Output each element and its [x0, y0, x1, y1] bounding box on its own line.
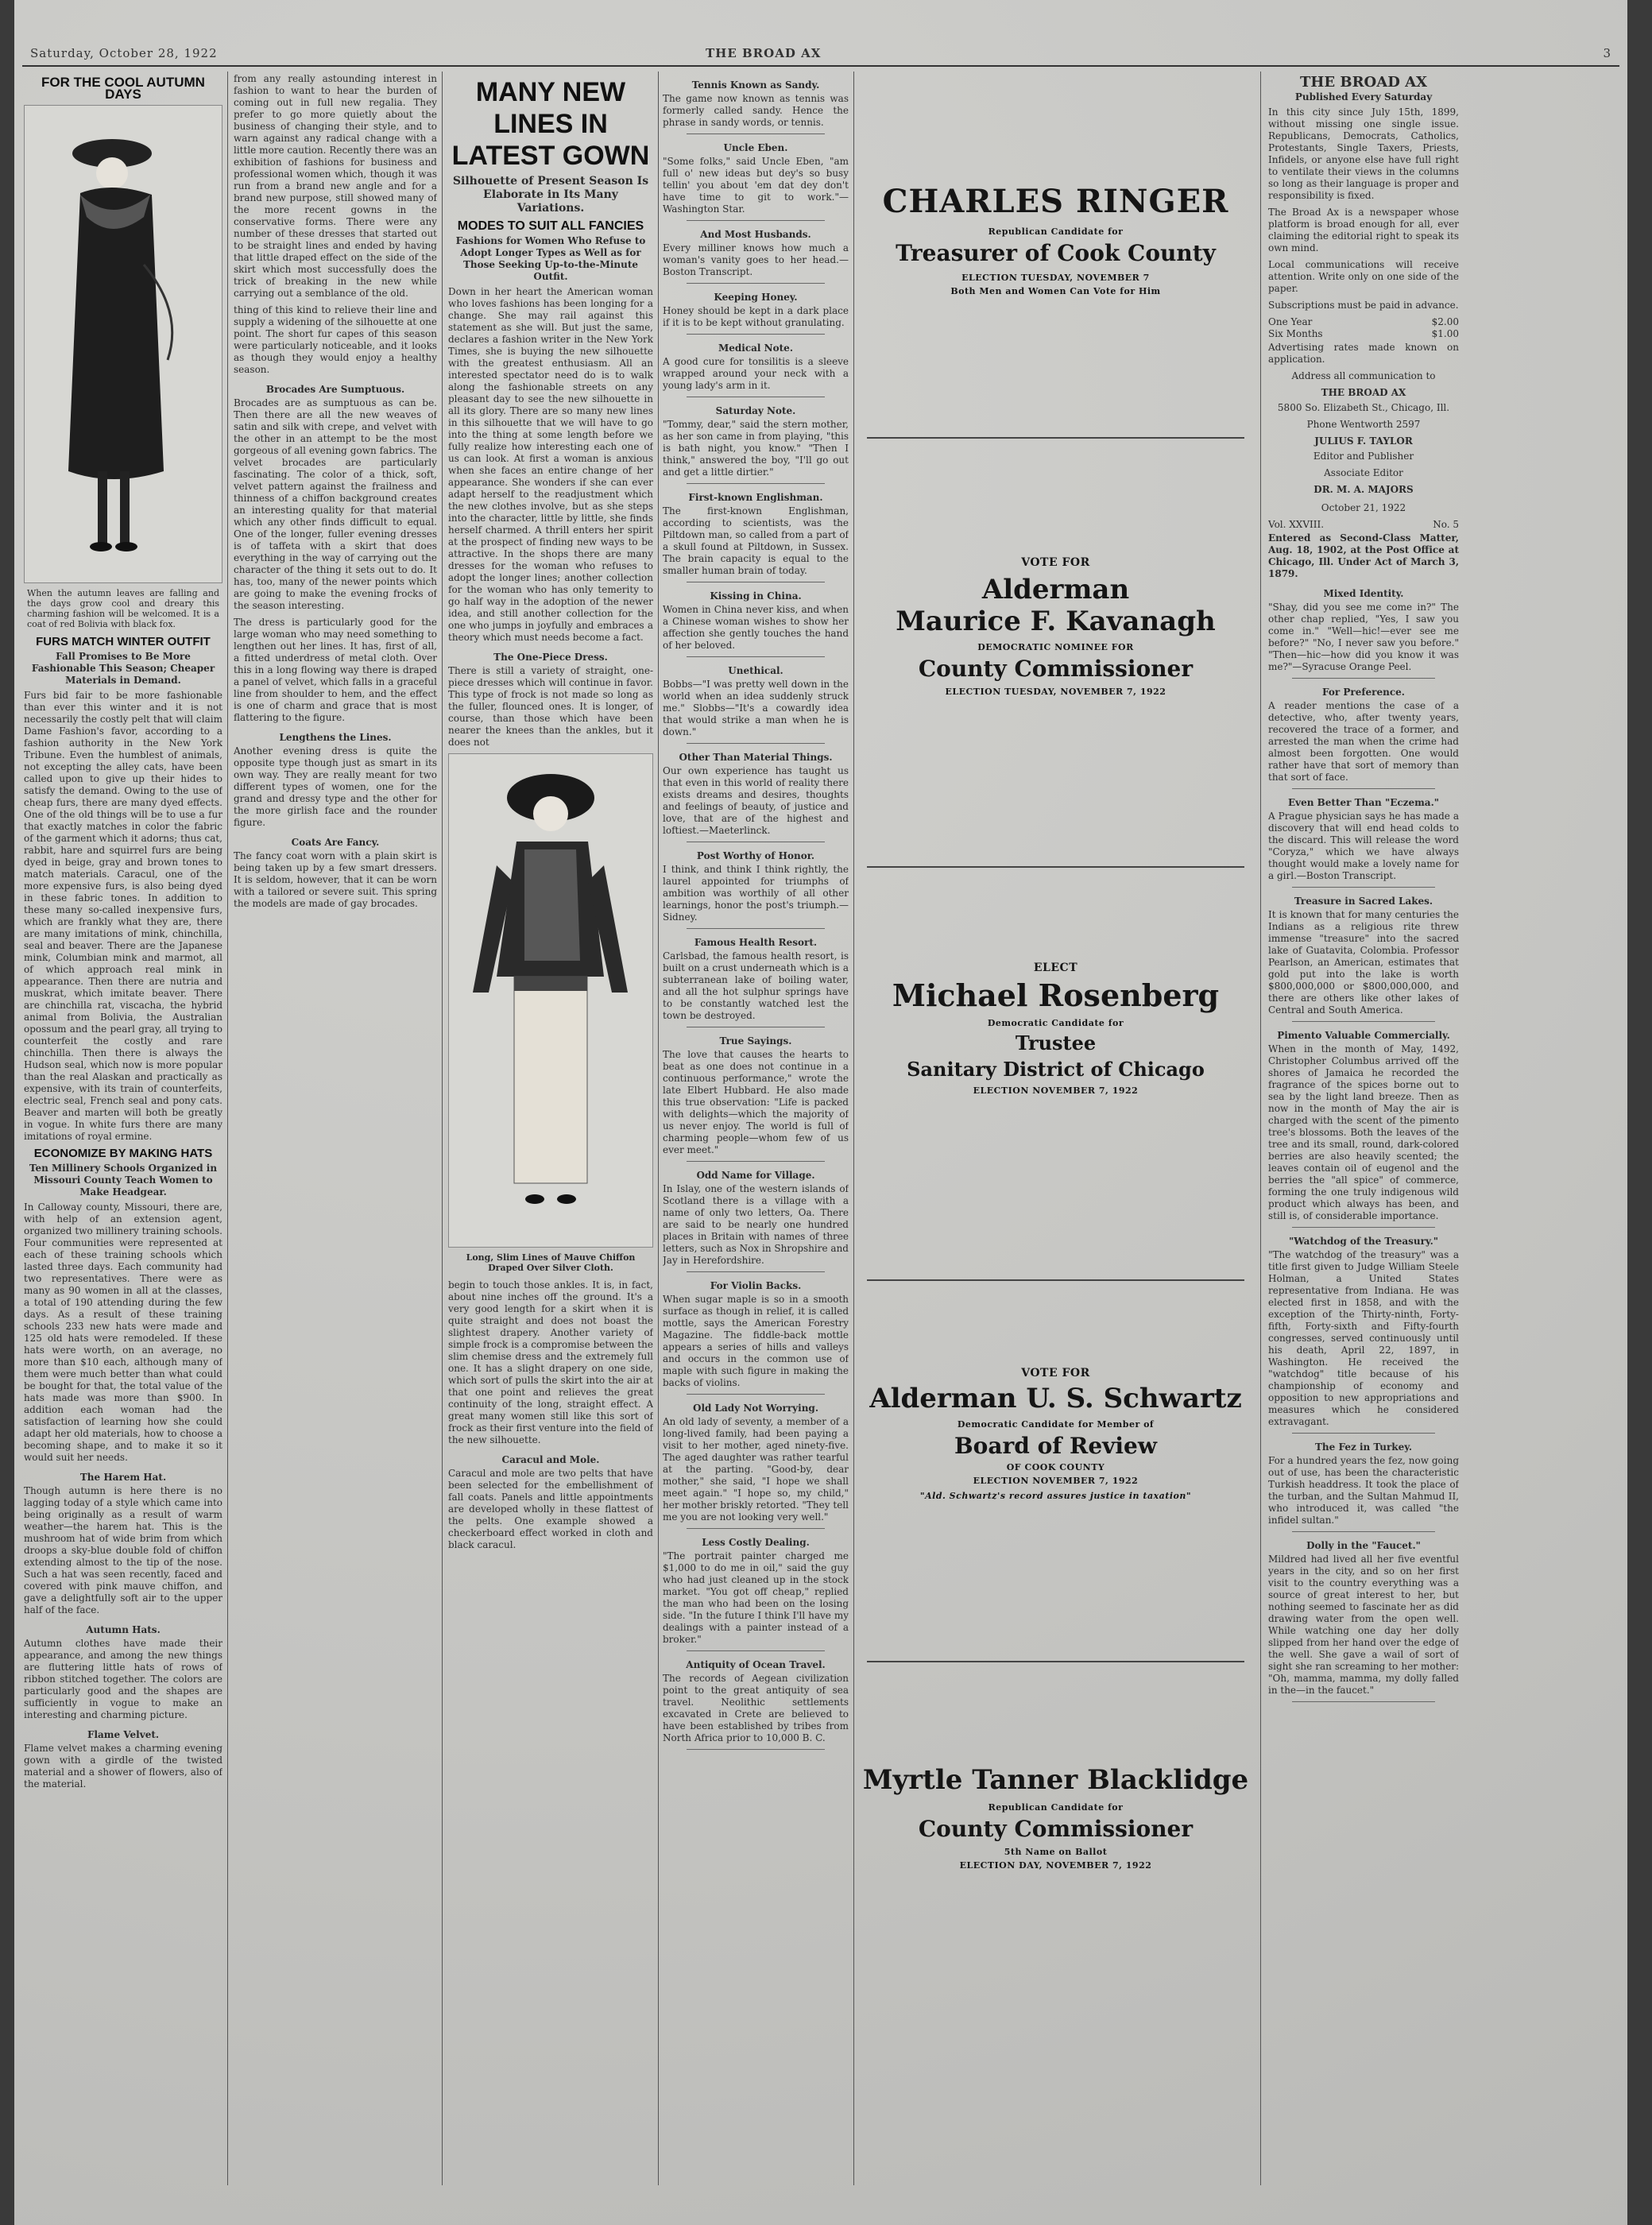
article-flame-velvet: Flame velvet makes a charming evening gown with a girdle of the twisted material and a shower of flowers, also of the material. [24, 1743, 222, 1790]
caption-slim-gown: Long, Slim Lines of Mauve Chiffon Draped Over Silver Cloth. [466, 1252, 636, 1273]
column-rule [658, 72, 659, 2185]
ad-kavanagh-title: Alderman [981, 574, 1130, 606]
item-text: It is known that for many centuries the Indians as a religious rite threw immense "treasure" into the sacred lake of Guatavita, Colombia. Professor Pearlson, an American, estimates that gold put into the lake is worth $800,000,000 or $800,000,000, and there are others like other lakes of Central and South America. [1268, 909, 1459, 1016]
column-rule [1260, 72, 1261, 2185]
ad-divider [867, 1279, 1244, 1281]
headline-hats: ECONOMIZE BY MAKING HATS [33, 1147, 213, 1160]
ad-ringer-line2: ELECTION TUESDAY, NOVEMBER 7 [961, 273, 1150, 283]
ad-rosenberg-office2: Sanitary District of Chicago [907, 1058, 1205, 1081]
ad-blacklidge-name: Myrtle Tanner Blacklidge [862, 1764, 1249, 1796]
item-text: "Shay, did you see me come in?" The other chap replied, "Yes, I saw you come in." "Well—hic!—ever see me before?" "No, I never saw you before." "Then—hic—how did you know it was me?"—Syracuse Orange Peel. [1268, 602, 1459, 672]
paper-title: THE BROAD AX [1299, 74, 1427, 91]
item-divider [1292, 1021, 1435, 1022]
item-text: Women in China never kiss, and when a Chinese woman wishes to show her affection she gently touches the hand of her beloved. [663, 604, 849, 651]
item-heading: Mixed Identity. [1323, 588, 1404, 599]
item-text: In Islay, one of the western islands of Scotland there is a village with a name of only two letters, Oa. There are said to be nearly one hundred places in Britain with names of three letters, such as Nox in Shropshire and Jay in Herefordshire. [663, 1183, 849, 1266]
item-heading: Uncle Eben. [723, 142, 788, 153]
phone: Phone Wentworth 2597 [1306, 419, 1421, 430]
ad-kavanagh-line1: DEMOCRATIC NOMINEE FOR [977, 642, 1134, 652]
gown-figure-image [449, 754, 652, 1247]
subhead-caracul: Caracul and Mole. [501, 1454, 600, 1465]
ad-schwartz-office: Board of Review [954, 1433, 1157, 1459]
ad-ringer-office: Treasurer of Cook County [896, 240, 1216, 266]
column-rule [227, 72, 228, 2185]
item-heading: "Watchdog of the Treasury." [1288, 1236, 1439, 1247]
column-rule [442, 72, 443, 2185]
subhead-hats: Ten Millinery Schools Organized in Missouri County Teach Women to Make Headgear. [29, 1163, 218, 1198]
item-heading: Medical Note. [718, 342, 793, 354]
item-heading: Odd Name for Village. [696, 1170, 815, 1181]
item-text: A good cure for tonsilitis is a sleeve wrapped around your neck with a young lady's arm in it. [663, 356, 849, 391]
published-line: Published Every Saturday [1294, 91, 1433, 103]
ad-ringer-line3: Both Men and Women Can Vote for Him [950, 286, 1161, 296]
item-divider [687, 1394, 825, 1395]
item-heading: Saturday Note. [715, 405, 796, 416]
item-text: The game now known as tennis was formerly called sandy. Hence the phrase in sandy words, or tennis. [663, 93, 849, 128]
caption-autumn-coat: When the autumn leaves are falling and the days grow cool and dreary this charming fashion will be welcomed. It is a coat of red Bolivia with black fox. [27, 588, 219, 629]
one-year-label: One Year [1268, 316, 1313, 327]
item-heading: Dolly in the "Faucet." [1306, 1540, 1421, 1551]
volume: Vol. XXVIII. [1268, 519, 1325, 530]
item-heading: Post Worthy of Honor. [696, 850, 815, 861]
item-divider [1292, 788, 1435, 789]
article-new-lines: Down in her heart the American woman who loves fashions has been longing for a change. She may rail against this statement as she will. But just the same, declares a fashion writer in the New York Times, she is buying the new silhouette with the greatest enthusiasm. All an interested spectator need do is to walk along the fashionable streets on any pleasant day to see the new silhouette in all its glory. There are so many new lines in this silhouette that we will have to go into the thing at some length before we fully realize how interesting each one of us can look. At first a woman is anxious when she faces an entire change of her appearance. She wonders if she can ever adapt herself to the readjustment which the new clothes involve, but as she steps into the character, little by little, she finds herself charmed. A thrill enters her spirit at the prospect of finding new ways to be attractive. In the shops there are many dresses for the woman who refuses to adopt the longer lines; another collection for the woman who has only temerity to go half way in the adoption of the newer idea, and still another collection for the one who jumps in joyfully and embraces a theory which must needs become a fact. [448, 286, 653, 643]
item-heading: Famous Health Resort. [694, 937, 818, 948]
item-text: "Some folks," said Uncle Eben, "am full o' new ideas but dey's so busy tellin' you about 'em dat dey don't have time to git to work."—Washington Star. [663, 156, 849, 215]
ad-rosenberg-top: ELECT [1033, 962, 1078, 974]
volume-number [1268, 519, 1459, 531]
ad-blacklidge-line1: Republican Candidate for [988, 1802, 1124, 1813]
ad-ringer-name: CHARLES RINGER [882, 183, 1229, 220]
article-continued-2: thing of this kind to relieve their line and supply a widening of the silhouette at one point. The short fur capes of this season were particularly noticeable, and it looks as though they would enjoy a healthy season. [234, 304, 437, 375]
issue-number: No. 5 [1433, 519, 1459, 530]
item-text: An old lady of seventy, a member of a long-lived family, had been paying a visit to her mother, aged ninety-five. The aged daughter was rather tearful at the parting. "Good-by, dear mother," she said, "I hope we shall meet again." "I hope so, my child," her mother briskly retorted. "They tell me you are not looking very well." [663, 1416, 849, 1523]
item-text: Honey should be kept in a dark place if it is to be kept without granulating. [663, 305, 849, 328]
headline-many-new-lines: MANY NEW LINES IN LATEST GOWN [451, 77, 650, 171]
address: 5800 So. Elizabeth St., Chicago, Ill. [1277, 402, 1450, 413]
item-text: The records of Aegean civilization point to the great antiquity of sea travel. Neolithic settlements excavated in Crete are believed to have been established by tribes from North Africa prior to 10,000 B. C. [663, 1673, 849, 1743]
headline-furs: FURS MATCH WINTER OUTFIT [36, 635, 211, 648]
one-year-price: $2.00 [1431, 316, 1459, 327]
item-text: "Tommy, dear," said the stern mother, as her son came in from playing, "this is bath night, you know." "Then I think," answered the boy, "I'll go out and get a little dirtier." [663, 419, 849, 478]
subhead-one-piece: The One-Piece Dress. [493, 652, 608, 663]
item-heading: Even Better Than "Eczema." [1287, 797, 1440, 808]
political-ads [855, 72, 1256, 2201]
ad-divider [867, 866, 1244, 868]
ad-ringer-line1: Republican Candidate for [988, 226, 1124, 237]
six-months-label: Six Months [1268, 328, 1323, 339]
item-heading: Kissing in China. [710, 590, 802, 602]
coat-figure-image [25, 106, 222, 582]
article-brocades: Brocades are as sumptuous as can be. Then there are all the new weaves of satin and silk with crepe, and velvet with the other in an attempt to be the most gorgeous of all evening gown fabrics. The velvet brocades are particularly fascinating. The color of a thick, soft, velvet pattern against the frailness and thinness of a chiffon background creates an interesting quality for that material which any other finds difficult to equal. One of the longer, fuller evening dresses is of taffeta with a skirt that does everything in the way of carrying out the character of the thing it sets out to do. It has, too, many of the newer points which are going to make the evening frocks of the season interesting. [234, 397, 437, 611]
item-heading: Antiquity of Ocean Travel. [686, 1659, 826, 1670]
article-caracul: Caracul and mole are two pelts that have been selected for the embellishment of fall coats. Panels and little appointments are developed wholly in these flattest of the pelts. One example showed a checkerboard effect worked in cloth and black caracul. [448, 1468, 653, 1550]
masthead-title: THE BROAD AX [706, 46, 822, 60]
item-text: For a hundred years the fez, now going out of use, has been the characteristic Turkish headdress. It took the place of the turban, and the Sultan Mahmud II, who introduced it, was called "the infidel sultan." [1268, 1455, 1459, 1526]
item-divider [1292, 887, 1435, 888]
ad-blacklidge-line3: ELECTION DAY, NOVEMBER 7, 1922 [959, 1860, 1152, 1871]
ad-rosenberg-line2: ELECTION NOVEMBER 7, 1922 [973, 1085, 1139, 1096]
ad-charles-ringer [855, 183, 1256, 296]
masthead-rule [22, 65, 1619, 67]
item-heading: Old Lady Not Worrying. [693, 1403, 818, 1414]
column-6 [1268, 72, 1459, 2217]
column-rule [853, 72, 854, 2185]
issue-date: October 21, 1922 [1321, 502, 1406, 513]
item-divider [687, 1271, 825, 1272]
headline-cool-autumn: FOR THE COOL AUTUMN DAYS [41, 75, 205, 102]
article-hats: In Calloway county, Missouri, there are, with help of an extension agent, organized two millinery training schools. Four communities were represented at each of these training schools which lasted three days. Each community had two representatives. There were as many as 90 women in all at the classes, a total of 190 attending during the few days. As a result of these training schools 233 new hats were made and 125 old hats were remodeled. If these hats were worth, on an average, no more than $10 each, although many of them were much better than what could be bought for that, the total value of the hats made was more than $900. In addition each woman had the satisfaction of learning how she could adapt her old materials, how to choose a becoming shape, and to make it so it would suit her needs. [24, 1202, 222, 1463]
ad-rosenberg-line1: Democratic Candidate for [987, 1018, 1124, 1028]
ad-rosenberg [855, 962, 1256, 1096]
item-text: I think, and think I think rightly, the laurel appointed for triumphs of ambition was worthily of all other learnings, honor the post's triumph.—Sidney. [663, 864, 849, 923]
subhead-lengthens: Lengthens the Lines. [279, 732, 392, 743]
item-divider [1292, 1531, 1435, 1532]
item-heading: First-known Englishman. [688, 492, 823, 503]
ad-kavanagh-top: VOTE FOR [1021, 556, 1090, 569]
subscription-rates [1268, 316, 1459, 340]
subhead-coats-fancy: Coats Are Fancy. [291, 837, 380, 848]
ad-kavanagh-office: County Commissioner [918, 656, 1194, 682]
ad-schwartz-line4: "Ald. Schwartz's record assures justice in taxation" [919, 1491, 1192, 1501]
article-autumn-hats: Autumn clothes have made their appearance, and among the new things are fluttering little hats of rows of ribbon stitched together. The colors are particularly good and the shapes are sufficiently in vogue to make an interesting and charming picture. [24, 1638, 222, 1720]
item-text: The first-known Englishman, according to scientists, was the Piltdown man, so called from a part of a skull found at Piltdown, in Sussex. The brain capacity is equal to the smaller human brain of today. [663, 505, 849, 576]
subscriptions-head: Subscriptions must be paid in advance. [1268, 300, 1459, 311]
column-3 [448, 72, 653, 2217]
ad-schwartz [855, 1367, 1256, 1501]
item-divider [687, 1650, 825, 1651]
column-1 [24, 72, 222, 2217]
publisher-role: Editor and Publisher [1313, 451, 1414, 462]
item-heading: Other Than Material Things. [679, 752, 833, 763]
article-harem-hat: Though autumn is here there is no lagging today of a style which came into being originally as a result of warm weather—the harem hat. This is the mushroom hat of wide brim from which droops a sky-blue double fold of chiffon extending almost to the tip of the nose. Such a hat was seen recently, faced and covered with pink mauve chiffon, and gave a delightfully soft air to the upper half of the face. [24, 1485, 222, 1616]
item-text: Our own experience has taught us that even in this world of reality there exists dreams and desires, thoughts and feelings of beauty, of justice and love, that are of the highest and loftiest.—Maeterlinck. [663, 765, 849, 836]
article-one-piece: There is still a variety of straight, one-piece dresses which will continue in favor. This type of frock is not made so long as the fuller, flounced ones. It is longer, of course, than those which have been nearer the knees than the ankles, but it does not [448, 665, 653, 748]
item-divider [1292, 1433, 1435, 1434]
item-divider [687, 220, 825, 221]
item-heading: Unethical. [728, 665, 783, 676]
ad-divider [867, 1661, 1244, 1662]
item-heading: Treasure in Sacred Lakes. [1294, 896, 1433, 907]
item-divider [687, 1161, 825, 1162]
ad-kavanagh-line2: ELECTION TUESDAY, NOVEMBER 7, 1922 [945, 687, 1166, 697]
associate-name: DR. M. A. MAJORS [1313, 484, 1414, 495]
paper-local: Local communications will receive attention. Write only on one side of the paper. [1268, 259, 1459, 294]
publisher-name: JULIUS F. TAYLOR [1314, 435, 1413, 447]
item-heading: True Sayings. [719, 1035, 792, 1047]
item-heading: Tennis Known as Sandy. [691, 79, 820, 91]
masthead-date: Saturday, October 28, 1922 [30, 46, 218, 60]
ad-kavanagh-name: Maurice F. Kavanagh [896, 606, 1216, 637]
item-text: Mildred had lived all her five eventful years in the city, and so on her first visit to the country everything was a source of great interest to her, but nothing seemed to fascinate her as did drawing water from the open well. While watching one day her dolly slipped from her hand over the edge of the well. She gave a wail of sort of sight she ran screaming to her mother: "Oh, mamma, mamma, my dolly falled in the—in the faucet." [1268, 1554, 1459, 1696]
short-items [1268, 588, 1459, 1702]
item-divider [687, 928, 825, 929]
paper-policy: The Broad Ax is a newspaper whose platform is broad enough for all, ever claiming the editorial right to speak its own mind. [1268, 207, 1459, 253]
entered-notice: Entered as Second-Class Matter, Aug. 18, 1902, at the Post Office at Chicago, Ill. Under Act of March 3, 1879. [1268, 532, 1459, 579]
item-text: Carlsbad, the famous health resort, is built on a crust underneath which is a subterranean lake of boiling water, and all the hot sulphur springs have to be constantly watched lest the town be destroyed. [663, 950, 849, 1021]
ad-schwartz-top: VOTE FOR [1021, 1367, 1090, 1380]
masthead [22, 46, 1619, 64]
article-compromise: begin to touch those ankles. It is, in fact, about nine inches off the ground. It's a very good length for a skirt when it is quite straight and does not boast the slightest drapery. Another variety of simple frock is a compromise between the slim chemise dress and the extremely full one. It has a slight drapery on one side, which sort of pulls the skirt into the air at that one point and relieves the great continuity of the long, straight effect. A great many women still like this sort of frock as their first venture into the field of the new silhouette. [448, 1279, 653, 1445]
item-text: When in the month of May, 1492, Christopher Columbus arrived off the shores of Jamaica he recorded the fragrance of the spices borne out to sea by the light land breeze. Then as now in the month of May the air is charged with the scent of the pimento tree's blossoms. Both the leaves of the tree and its small, round, dark-colored berries are also heavily scented; the leaves contain oil of eugenol and the berries the "all spice" of commerce, forming the one truly indigenous wild product which always has been, and still is, of considerable importance. [1268, 1043, 1459, 1221]
address-title: THE BROAD AX [1321, 387, 1406, 398]
item-divider [687, 483, 825, 484]
item-divider [687, 743, 825, 744]
item-text: A reader mentions the case of a detective, who, after twenty years, recovered the trace of a former, and arrested the man when the crime had almost been forgotten. One would rather have that sort of memory than that sort of face. [1268, 700, 1459, 783]
item-heading: Pimento Valuable Commercially. [1277, 1030, 1450, 1041]
ad-blacklidge [855, 1764, 1256, 1871]
item-divider [1292, 1227, 1435, 1228]
ad-divider [867, 437, 1244, 439]
item-heading: Less Costly Dealing. [702, 1537, 810, 1548]
subhead-silhouette: Silhouette of Present Season Is Elaborate in Its Many Variations. [452, 175, 649, 215]
item-text: A Prague physician says he has made a discovery that will end head colds to the discard. This will release the word "Coryza," which we have always thought would make a lovely name for a girl.—Boston Transcript. [1268, 811, 1459, 881]
item-divider [687, 656, 825, 657]
item-text: When sugar maple is so in a smooth surface as though in relief, it is called mottle, says the American Forestry Magazine. The fiddle-back mottle appears a series of hills and valleys and occurs in the common use of maple with such figure in making the backs of violins. [663, 1294, 849, 1388]
subhead-furs: Fall Promises to Be More Fashionable This Season; Cheaper Materials in Demand. [31, 651, 215, 686]
associate-label: Associate Editor [1324, 467, 1403, 478]
column-2 [234, 72, 437, 2217]
article-furs: Furs bid fair to be more fashionable than ever this winter and it is not necessarily the costly pelt that will claim Dame Fashion's favor, according to a fashion authority in the New York Tribune. Even the humblest of animals, not excepting the alley cats, have been called upon to give up their hides to satisfy the demand. Owing to the use of cheap furs, there are many dyed effects. One of the old things will be to use a fur that exactly matches in color the fabric of the garment which it adorns; thus cat, rabbit, hare and squirrel furs are being dyed in beige, gray and brown tones to match materials. Caracul, one of the more expensive furs, is also being dyed in these fabric tones. In addition to these many so-called inexpensive furs, which are frankly what they are, there are many imitations of mink, chinchilla, seal and beaver. There are the Japanese mink, Columbian mink and marmot, all of which approach real mink in appearance. Then there are nutria and muskrat, which imitate beaver. There are chinchilla rat, viscacha, the hybrid animal from Bolivia, the Australian opossum and the pearl gray, all trying to counterfeit the costly and rare chinchilla. Then there is always the Hudson seal, which now is more popular than the real Alaskan and practically as expensive, with its train of counterfeits, electric seal, French seal and pony cats. Beaver and marten will both be greatly in vogue. In white furs there are many imitations of royal ermine. [24, 690, 222, 1142]
ad-schwartz-line2: OF COOK COUNTY [1006, 1462, 1105, 1472]
headline-modes: MODES TO SUIT ALL FANCIES [457, 219, 644, 233]
advertising-note: Advertising rates made known on application. [1268, 342, 1459, 365]
ad-rosenberg-office: Trustee [1015, 1031, 1097, 1054]
address-head: Address all communication to [1291, 370, 1436, 381]
item-divider [1292, 1701, 1435, 1702]
article-lengthens: Another evening dress is quite the opposite type though just as smart in its own way. They are really meant for two different types of women, one for the grand and dressy type and the other for the more girlish face and the rounder figure. [234, 745, 437, 828]
item-heading: The Fez in Turkey. [1314, 1441, 1412, 1453]
item-divider [687, 1749, 825, 1750]
paper-intro: In this city since July 15th, 1899, without missing one single issue. Republicans, Democrats, Catholics, Protestants, Single Taxers, Priests, Infidels, or anyone else have full right to ventilate their views in the columns so long as their language is proper and responsibility is fixed. [1268, 106, 1459, 201]
subhead-flame-velvet: Flame Velvet. [87, 1729, 160, 1740]
subhead-modes: Fashions for Women Who Refuse to Adopt Longer Types as Well as for Those Seeking Up-to-the-Minute Outfit. [455, 235, 646, 282]
item-text: Every milliner knows how much a woman's vanity goes to her head.—Boston Transcript. [663, 242, 849, 277]
item-text: Bobbs—"I was pretty well down in the world when an idea suddenly struck me." Slobbs—"It's a cowardly idea that would strike a man when he is down." [663, 679, 849, 737]
ad-rosenberg-name: Michael Rosenberg [892, 977, 1220, 1013]
subhead-harem-hat: The Harem Hat. [79, 1472, 167, 1483]
newspaper-page [14, 0, 1627, 2225]
item-heading: And Most Husbands. [700, 229, 811, 240]
subhead-autumn-hats: Autumn Hats. [86, 1624, 161, 1635]
item-text: The love that causes the hearts to beat as one does not continue in a continuous performance," wrote the late Elbert Hubbard. He also made this true observation: "Life is packed with delights—which the majority of us never enjoy. The world is full of charming people—whom few of us ever meet." [663, 1049, 849, 1155]
item-heading: For Violin Backs. [710, 1280, 802, 1291]
masthead-page-number: 3 [1603, 46, 1611, 60]
item-heading: For Preference. [1322, 687, 1405, 698]
illustration-slim-gown [448, 753, 653, 1248]
item-divider [687, 334, 825, 335]
item-heading: Keeping Honey. [714, 292, 798, 303]
ad-blacklidge-office: County Commissioner [918, 1816, 1194, 1842]
ad-schwartz-line1: Democratic Candidate for Member of [957, 1419, 1155, 1430]
article-continued-4: The dress is particularly good for the large woman who may need something to lengthen out her lines. It has, first of all, a fitted underdress of metal cloth. Over this in a long flowing way there is draped a panel of velvet, which falls in a graceful line from shoulder to hem, and the effect is one of charm and grace that is most flattering to the figure. [234, 617, 437, 723]
ad-blacklidge-line2: 5th Name on Ballot [1004, 1847, 1108, 1857]
item-text: "The watchdog of the treasury" was a title first given to Judge William Steele Holman, a United States representative from Indiana. He was elected first in 1858, and with the exception of the Thirty-ninth, Forty-fifth, Forty-sixth and Fifty-fourth congresses, served continuously until his death, April 22, 1897, in Washington. He received the "watchdog" title because of his championship of economy and opposition to new appropriations and measures which he considered extravagant. [1268, 1249, 1459, 1427]
item-divider [1292, 678, 1435, 679]
item-divider [687, 283, 825, 284]
ad-schwartz-name: Alderman U. S. Schwartz [869, 1383, 1242, 1414]
ad-kavanagh [855, 556, 1256, 697]
article-continued-1: from any really astounding interest in fashion to want to hear the burden of coming out in full new regalia. They prefer to go more quietly about the business of changing their style, and to warn against any radical change with a little more caution. Recently there was an exhibition of fashions for business and professional women which, though it was run from a brand new angle and for a brand new purpose, still showed many of the more recent gowns in the conservative forms. There were any number of these dresses that started out to be straight lines and ended by having that little draped effect on the side of the skirt which most successfully does the trick of breaking in the new while carrying out a semblance of the old. [234, 73, 437, 299]
item-text: "The portrait painter charged me $1,000 to do me in oil," said the guy who had just cleaned up in the stock market. "You got off cheap," replied the man who had been on the losing side. "In the future I think I'll have my dealings with a painter instead of a broker." [663, 1550, 849, 1645]
article-coats-fancy: The fancy coat worn with a plain skirt is being taken up by a few smart dressers. It is seldom, however, that it can be worn with a tailored or severe suit. This spring the models are made of gay brocades. [234, 850, 437, 909]
column-4 [663, 72, 849, 2217]
item-divider [687, 1528, 825, 1529]
six-months-price: $1.00 [1431, 328, 1459, 339]
subhead-brocades: Brocades Are Sumptuous. [265, 384, 405, 395]
illustration-autumn-coat [24, 105, 222, 583]
ad-schwartz-line3: ELECTION NOVEMBER 7, 1922 [973, 1476, 1139, 1486]
